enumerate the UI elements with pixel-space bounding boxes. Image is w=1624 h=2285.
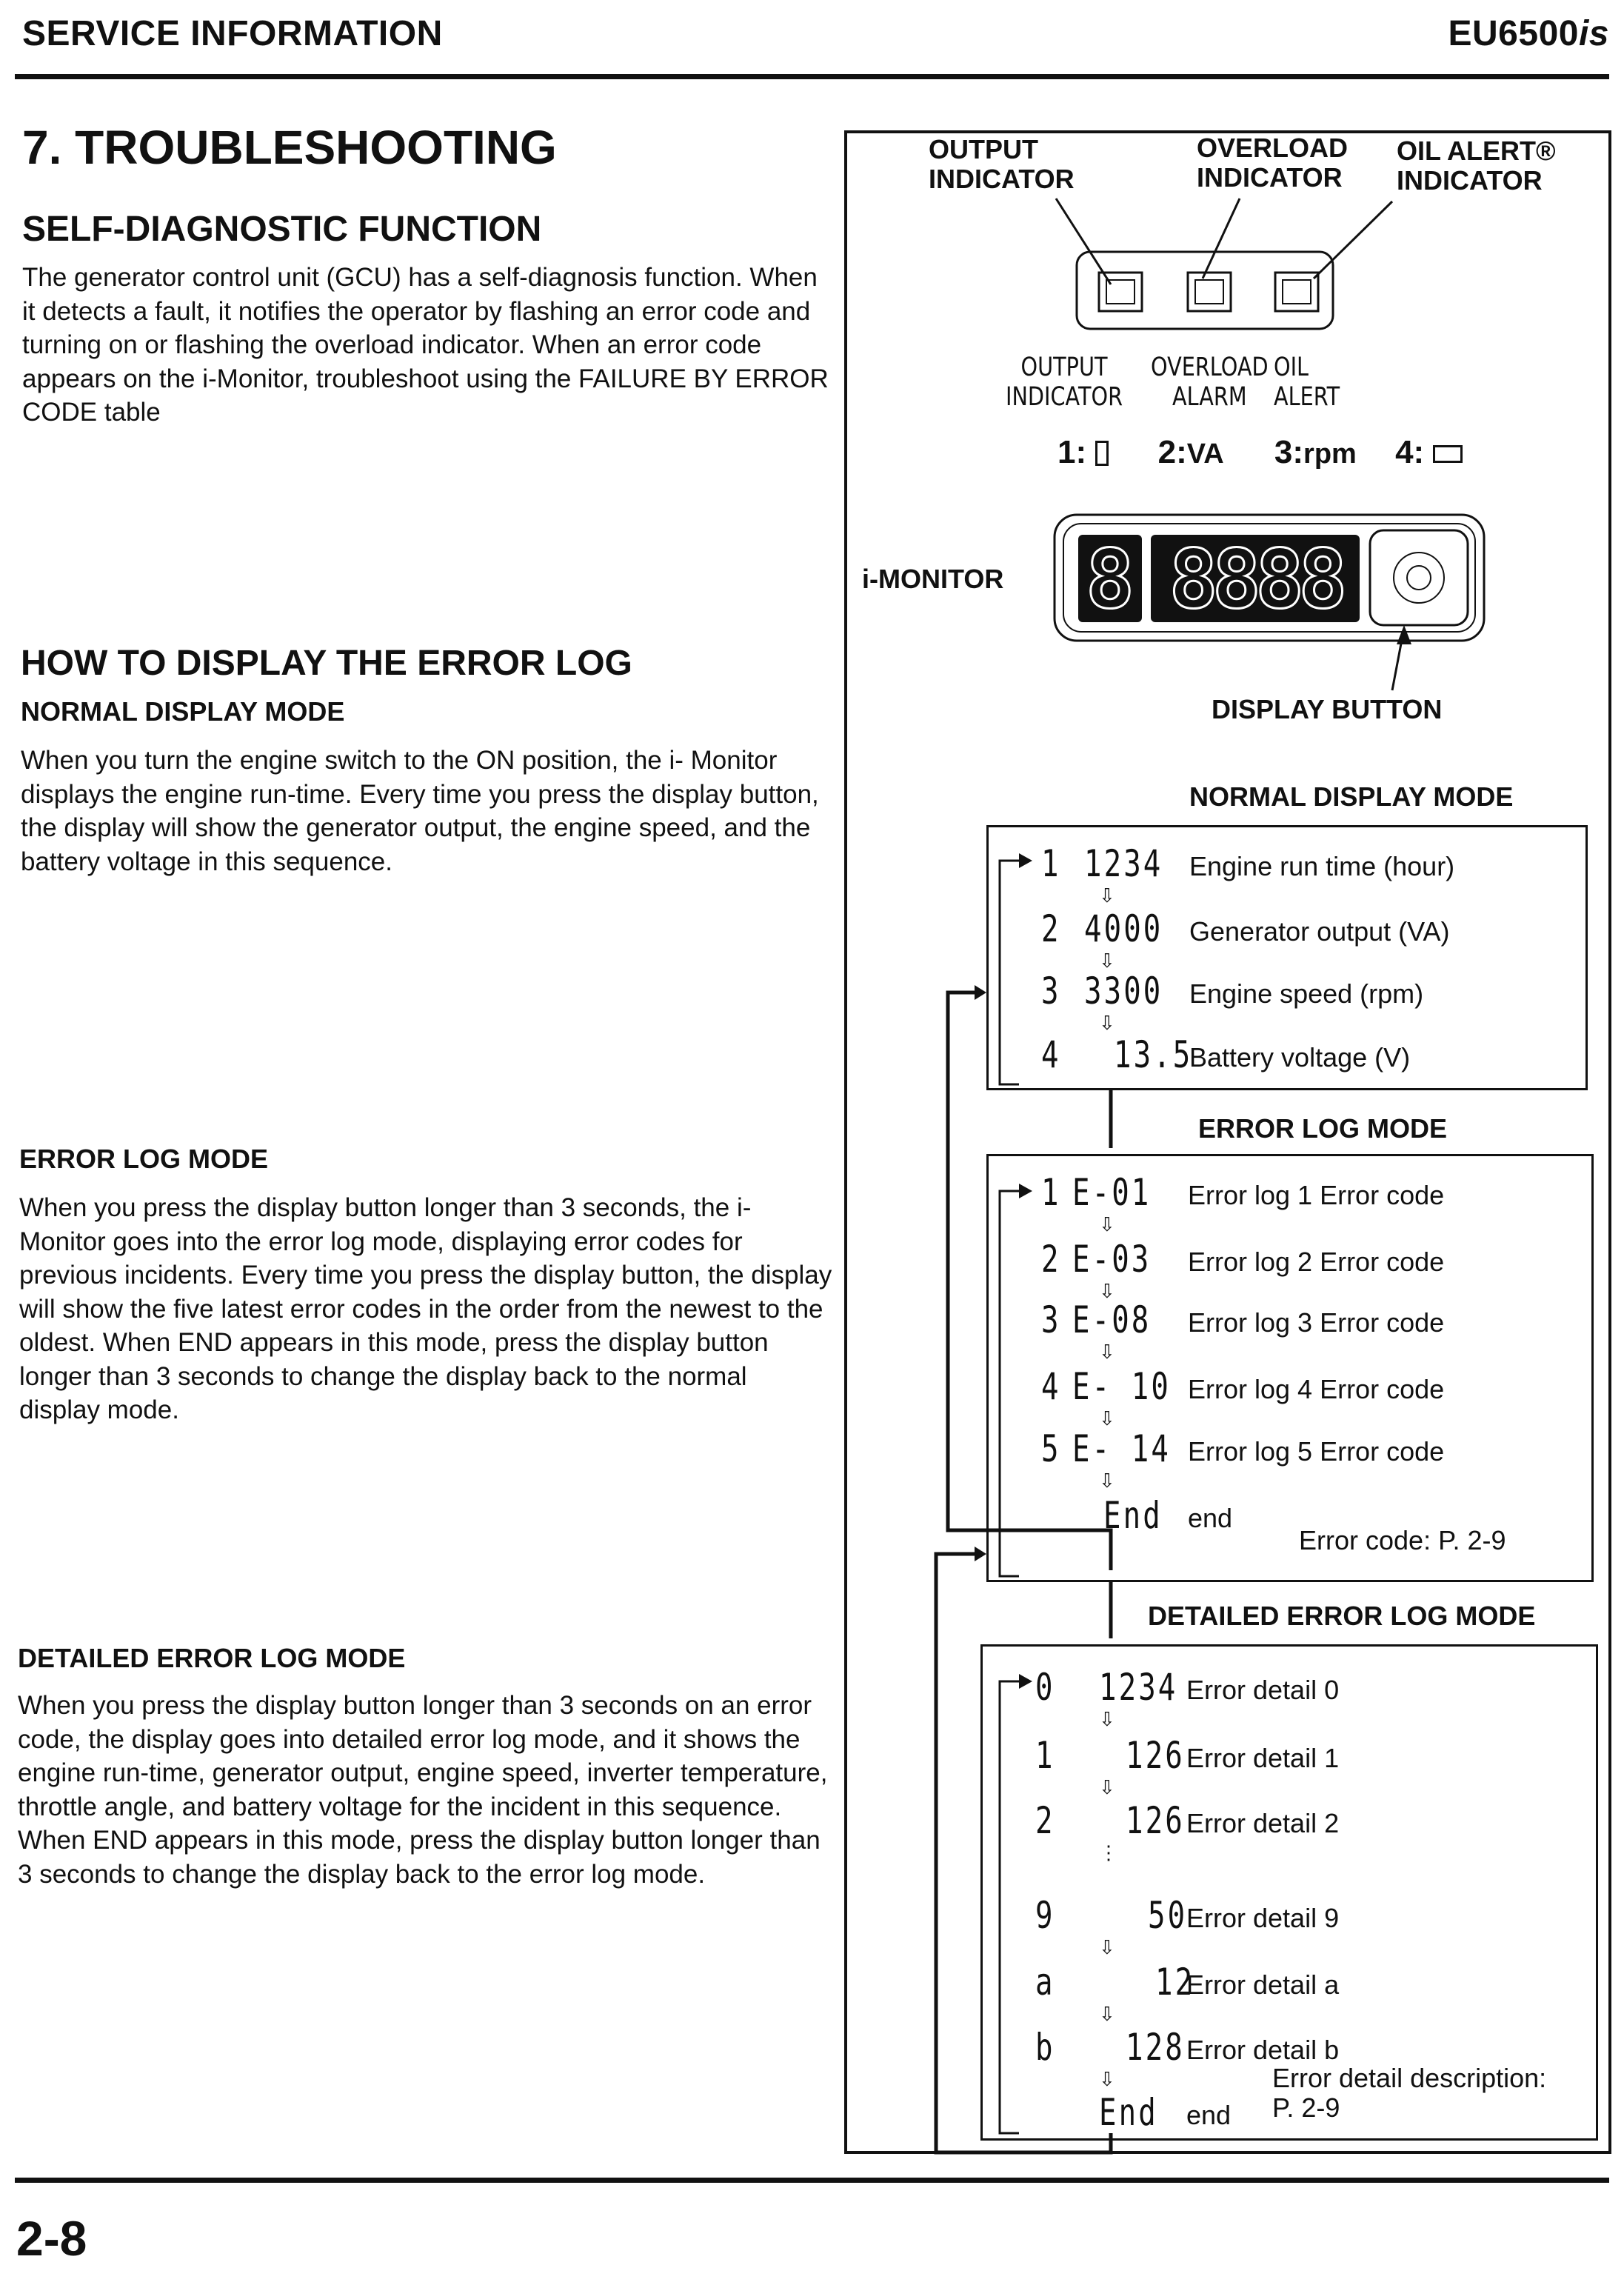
row-code: 2 <box>1035 1799 1055 1842</box>
row-description: Engine run time (hour) <box>1189 851 1455 881</box>
row-description: end <box>1186 2100 1232 2130</box>
row-code: 2 <box>1041 1238 1061 1281</box>
detailed-mode-text: When you press the display button longer than 3 seconds on an error code, the display goes into detailed error log mode, and it shows the engine run-time, generator output, engine speed, inverter temperature, throttle angle, and battery voltage for the incident in this sequence. When END appears in this mode, press the display button longer than 3 seconds to change the display back to the error log mode. <box>18 1691 828 1889</box>
legend-key-4: 4: <box>1395 434 1425 470</box>
down-arrow-icon: ⇩ <box>1099 884 1115 907</box>
self-diagnostic-heading: SELF-DIAGNOSTIC FUNCTION <box>22 210 542 249</box>
legend-unit-va: VA <box>1186 438 1224 470</box>
error-log-text: When you press the display button longer than 3 seconds, the i-Monitor goes into the error log mode, displaying error codes for previous incidents. Every time you press the display button, the display will show the five latest error codes in the order from the newest to the oldest. When END appears in this mode, press the display button longer than 3 seconds to change the display back to the normal display mode. <box>19 1193 832 1424</box>
row-description: Error detail 0 <box>1186 1675 1340 1705</box>
row-code: 5 <box>1041 1427 1061 1470</box>
row-code: 1 <box>1041 1171 1061 1214</box>
error-detail-reference: Error detail description: P. 2-9 <box>1272 2063 1547 2123</box>
row-display-value: E-08 <box>1072 1298 1152 1341</box>
row-code: 3 <box>1041 970 1061 1013</box>
model-suffix: is <box>1578 14 1609 53</box>
normal-mode-subheading: NORMAL DISPLAY MODE <box>21 696 345 727</box>
row-description: Generator output (VA) <box>1189 916 1450 947</box>
row-display-value: 128 <box>1126 2026 1185 2069</box>
led-digit-mode: 8 <box>1078 535 1142 622</box>
row-display-value: 1234 <box>1084 842 1163 885</box>
row-display-value: 4000 <box>1084 907 1163 950</box>
row-description: Engine speed (rpm) <box>1189 978 1424 1009</box>
row-description: Error log 4 Error code <box>1188 1374 1445 1404</box>
row-description: Error detail 2 <box>1186 1808 1340 1838</box>
row-description: Error detail 1 <box>1186 1743 1340 1773</box>
chapter-title: 7. TROUBLESHOOTING <box>22 121 557 174</box>
row-display-value: 50 <box>1148 1894 1188 1937</box>
row-display-value: 126 <box>1126 1734 1185 1777</box>
legend-key-2: 2: <box>1157 434 1187 470</box>
row-display-value: 13.5 <box>1114 1033 1193 1076</box>
row-display-value: 126 <box>1126 1799 1185 1842</box>
down-arrow-icon: ⇩ <box>1099 1776 1115 1798</box>
error-log-subheading: ERROR LOG MODE <box>19 1144 269 1174</box>
row-description: Error detail 9 <box>1186 1903 1340 1933</box>
normal-mode-title: NORMAL DISPLAY MODE <box>1189 781 1514 812</box>
row-description: Error log 5 Error code <box>1188 1436 1445 1467</box>
i-monitor-diagram <box>844 130 1611 2154</box>
row-code: 1 <box>1035 1734 1055 1777</box>
down-arrow-icon: ⇩ <box>1099 1470 1115 1492</box>
down-arrow-icon: ⋮ <box>1099 1841 1118 1864</box>
row-display-value: E- 14 <box>1072 1427 1172 1470</box>
row-code: b <box>1035 2026 1055 2069</box>
output-indicator-label: OUTPUT INDICATOR <box>929 134 1075 194</box>
row-code: a <box>1035 1961 1055 2004</box>
row-display-value: 12 <box>1155 1961 1195 2004</box>
row-code: 2 <box>1041 907 1061 950</box>
row-description: end <box>1188 1503 1233 1533</box>
panel-output-label: OUTPUT INDICATOR <box>1006 353 1123 412</box>
row-code: 3 <box>1041 1298 1061 1341</box>
row-code: 0 <box>1035 1666 1055 1709</box>
normal-mode-text: When you turn the engine switch to the ON position, the i- Monitor displays the engine run-time. Every time you press the display button, the display will show the generator output, the engine speed, and the battery voltage in this sequence. <box>21 746 819 876</box>
row-description: Error log 1 Error code <box>1188 1180 1445 1210</box>
i-monitor-label: i-MONITOR <box>862 564 1004 594</box>
legend-unit-rpm: rpm <box>1303 438 1357 470</box>
running-header-left: SERVICE INFORMATION <box>22 14 443 53</box>
row-display-value: E-01 <box>1072 1171 1152 1214</box>
row-description: Battery voltage (V) <box>1189 1042 1411 1073</box>
down-arrow-icon: ⇩ <box>1099 1936 1115 1958</box>
self-diagnostic-text: The generator control unit (GCU) has a self-diagnosis function. When it detects a fault, it notifies the operator by flashing an error code and turning on or flashing the overload indicator. When an error code appears on the i-Monitor, troubleshoot using the FAILURE BY ERROR CODE table <box>22 263 829 427</box>
error-mode-title: ERROR LOG MODE <box>1198 1113 1448 1144</box>
row-display-value: 1234 <box>1099 1666 1178 1709</box>
row-display-value: E- 10 <box>1072 1365 1172 1408</box>
detailed-mode-subheading: DETAILED ERROR LOG MODE <box>18 1643 406 1673</box>
down-arrow-icon: ⇩ <box>1099 1407 1115 1430</box>
row-description: Error log 2 Error code <box>1188 1247 1445 1277</box>
row-code: 1 <box>1041 842 1061 885</box>
legend-key-1: 1: <box>1057 434 1087 470</box>
down-arrow-icon: ⇩ <box>1099 1012 1115 1034</box>
down-arrow-icon: ⇩ <box>1099 1341 1115 1363</box>
row-code: 9 <box>1035 1894 1055 1937</box>
running-header-model <box>1448 13 1610 54</box>
row-display-value: End <box>1103 1494 1163 1537</box>
row-display-value: End <box>1099 2091 1158 2134</box>
down-arrow-icon: ⇩ <box>1099 2068 1115 2090</box>
panel-overload-label: OVERLOAD ALARM <box>1151 353 1269 412</box>
panel-oil-label: OIL ALERT <box>1274 353 1340 412</box>
model-name: EU6500 <box>1448 14 1579 53</box>
row-code: 4 <box>1041 1365 1061 1408</box>
row-description: Error log 3 Error code <box>1188 1307 1445 1338</box>
down-arrow-icon: ⇩ <box>1099 2003 1115 2025</box>
led-digit-value: 8888 <box>1151 535 1360 622</box>
overload-indicator-label: OVERLOAD INDICATOR <box>1197 133 1349 193</box>
down-arrow-icon: ⇩ <box>1099 1280 1115 1302</box>
down-arrow-icon: ⇩ <box>1099 1213 1115 1235</box>
row-description: Error detail a <box>1186 1969 1340 2000</box>
footer-rule <box>15 2178 1609 2183</box>
header-rule <box>15 74 1609 79</box>
row-description: Error detail b <box>1186 2035 1340 2065</box>
legend-key-3: 3: <box>1274 434 1304 470</box>
row-code: 4 <box>1041 1033 1061 1076</box>
error-code-reference: Error code: P. 2-9 <box>1299 1525 1506 1555</box>
detail-mode-title: DETAILED ERROR LOG MODE <box>1148 1601 1536 1631</box>
down-arrow-icon: ⇩ <box>1099 950 1115 972</box>
page-number: 2-8 <box>16 2211 87 2266</box>
row-display-value: 3300 <box>1084 970 1163 1013</box>
mode-flow-lines <box>847 133 1608 2155</box>
down-arrow-icon: ⇩ <box>1099 1708 1115 1730</box>
row-display-value: E-03 <box>1072 1238 1152 1281</box>
oil-alert-indicator-label: OIL ALERT® INDICATOR <box>1397 136 1556 196</box>
display-button-label: DISPLAY BUTTON <box>1212 694 1443 724</box>
error-log-heading: HOW TO DISPLAY THE ERROR LOG <box>21 644 632 683</box>
